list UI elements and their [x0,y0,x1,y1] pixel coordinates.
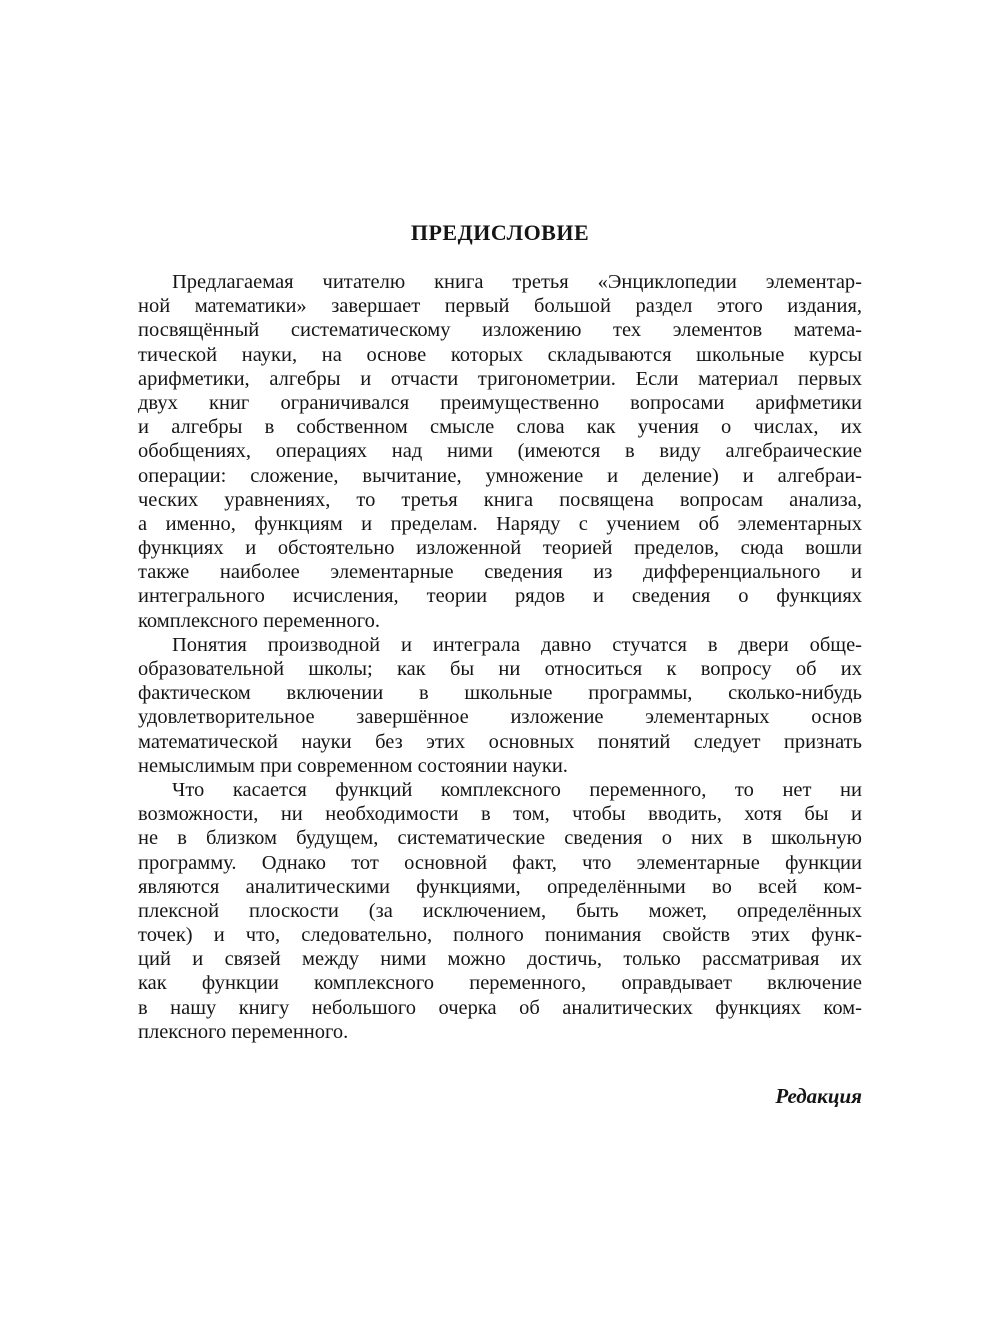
text-line: фактическом включении в школьные программы, сколько-нибудь [138,682,862,705]
text-line: интегрального исчисления, теории рядов и сведения о функциях [138,585,862,608]
text-line: плексной плоскости (за исключением, быть может, определённых [138,899,862,922]
paragraph-2 [138,633,862,778]
text-line: не в близком будущем, систематические сведения о них в школьную [138,827,862,850]
text-line: функциях и обстоятельно изложенной теорией пределов, сюда вошли [138,537,862,560]
text-line: в нашу книгу небольшого очерка об аналитических функциях ком- [138,996,862,1019]
text-line: немыслимым при современном состоянии науки. [138,754,568,777]
text-line: математической науки без этих основных понятий следует признать [138,730,862,753]
page-title: ПРЕДИСЛОВИЕ [410,220,590,245]
text-line: тической науки, на основе которых складываются школьные курсы [138,343,862,366]
text-line: удовлетворительное завершённое изложение элементарных основ [138,706,862,729]
paragraph-1 [138,270,862,633]
text-line: точек) и что, следовательно, полного понимания свойств этих функ- [138,924,862,947]
text-line: образовательной школы; как бы ни относиться к вопросу об их [138,658,862,680]
text-line: двух книг ограничивался преимущественно вопросами арифметики [138,391,862,414]
text-line: также наиболее элементарные сведения из дифференциального и [138,561,862,584]
text-line: плексного переменного. [138,1020,349,1043]
paragraph-3 [138,778,862,1044]
text-line: и алгебры в собственном смысле слова как учения о числах, их [138,416,862,439]
text-line: посвящённый систематическому изложению тех элементов матема- [138,319,862,342]
text-line: комплексного переменного. [138,609,381,632]
text-line: арифметики, алгебры и отчасти тригонометрии. Если материал первых [138,367,862,390]
text-line: как функции комплексного переменного, оправдывает включение [138,972,862,995]
text-line: а именно, функциям и пределам. Наряду с учением об элементарных [138,512,862,535]
text-line: ной математики» завершает первый большой раздел этого издания, [138,295,862,318]
text-line: ций и связей между ними можно достичь, только рассматривая их [138,948,862,971]
text-line: обобщениях, операциях над ними (имеются в виду алгебраические [138,440,862,463]
signature: Редакция [775,1084,862,1108]
text-line: являются аналитическими функциями, определёнными во всей ком- [138,875,862,898]
text-line: программу. Однако тот основной факт, что элементарные функции [138,851,862,874]
text-line: ческих уравнениях, то третья книга посвящена вопросам анализа, [138,488,862,511]
text-line: Что касается функций комплексного переменного, то нет ни [172,778,862,801]
text-line: операции: сложение, вычитание, умножение и деление) и алгебраи- [138,464,862,487]
text-line: возможности, ни необходимости в том, чтобы вводить, хотя бы и [138,803,862,826]
text-line: Предлагаемая читателю книга третья «Энциклопедии элементар- [172,271,862,293]
preface-body [138,270,862,1044]
text-line: Понятия производной и интеграла давно стучатся в двери обще- [172,633,862,656]
